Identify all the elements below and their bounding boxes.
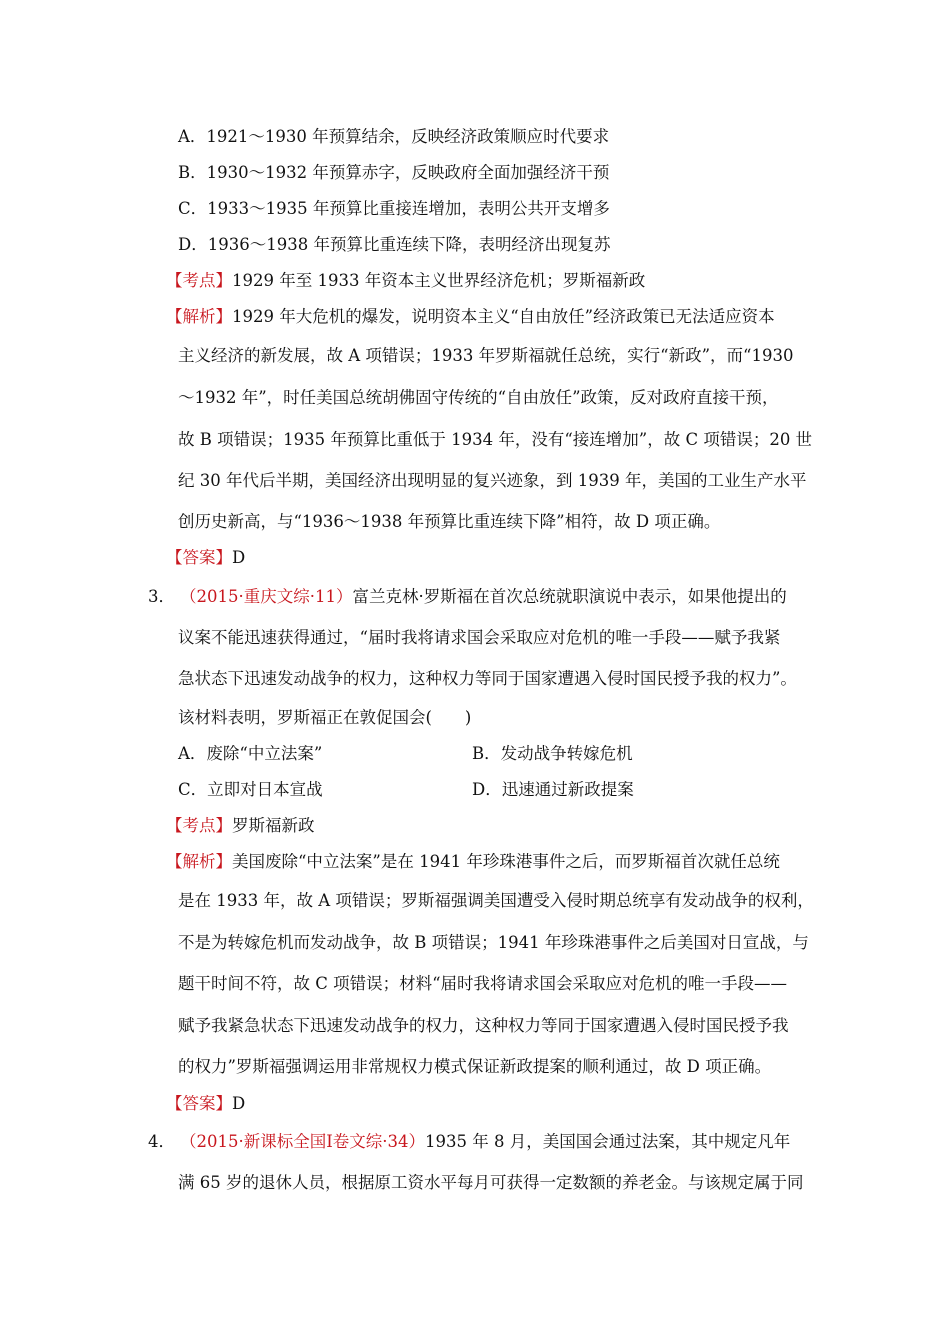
question-source: （2015·重庆文综·11） xyxy=(180,587,353,606)
q2-option-d: D．1936～1938 年预算比重连续下降，表明经济出现复苏 xyxy=(178,235,611,254)
q3-stem-line-3: 急状态下迅速发动战争的权力，这种权力等同于国家遭遇入侵时国民授予我的权力”。 xyxy=(178,669,797,688)
kaodian-text: 1929 年至 1933 年资本主义世界经济危机；罗斯福新政 xyxy=(232,271,646,290)
q3-kaodian xyxy=(166,815,315,837)
q3-jiexi-line-5: 赋予我紧急状态下迅速发动战争的权力，这种权力等同于国家遭遇入侵时国民授予我 xyxy=(178,1016,789,1035)
answer-text: D xyxy=(232,548,246,567)
q2-jiexi-line-1 xyxy=(166,306,775,328)
answer-text: D xyxy=(232,1094,246,1113)
stem-text: 富兰克林·罗斯福在首次总统就职演说中表示，如果他提出的 xyxy=(352,587,787,606)
question-source: （2015·新课标全国Ⅰ卷文综·34） xyxy=(180,1132,425,1151)
q3-stem-line-1 xyxy=(148,586,787,608)
jiexi-text: 美国废除“中立法案”是在 1941 年珍珠港事件之后，而罗斯福首次就任总统 xyxy=(232,852,780,871)
q4-stem-line-1 xyxy=(148,1131,790,1153)
q2-option-a: A．1921～1930 年预算结余，反映经济政策顺应时代要求 xyxy=(178,127,610,146)
q3-jiexi-line-1 xyxy=(166,851,780,873)
q2-jiexi-line-2: 主义经济的新发展，故 A 项错误；1933 年罗斯福就任总统，实行“新政”，而“1930 xyxy=(178,346,794,365)
jiexi-tag: 【解析】 xyxy=(166,307,232,326)
q2-jiexi-line-4: 故 B 项错误；1935 年预算比重低于 1934 年，没有“接连增加”，故 C 项错误；20 世 xyxy=(178,430,813,449)
q3-jiexi-line-3: 不是为转嫁危机而发动战争，故 B 项错误；1941 年珍珠港事件之后美国对日宣战，与 xyxy=(178,933,809,952)
question-number: 3． xyxy=(148,587,175,606)
q3-option-c: C．立即对日本宣战 xyxy=(178,780,323,799)
q2-answer xyxy=(166,547,245,569)
q2-kaodian xyxy=(166,270,645,292)
q2-option-b: B．1930～1932 年预算赤字，反映政府全面加强经济干预 xyxy=(178,163,610,182)
q3-jiexi-line-6: 的权力”罗斯福强调运用非常规权力模式保证新政提案的顺利通过，故 D 项正确。 xyxy=(178,1057,772,1076)
answer-tag: 【答案】 xyxy=(166,548,232,567)
q3-jiexi-line-2: 是在 1933 年，故 A 项错误；罗斯福强调美国遭受入侵时期总统享有发动战争的权利， xyxy=(178,891,814,910)
answer-tag: 【答案】 xyxy=(166,1094,232,1113)
q3-option-a: A．废除“中立法案” xyxy=(178,744,323,763)
q3-option-d: D．迅速通过新政提案 xyxy=(472,780,634,799)
kaodian-tag: 【考点】 xyxy=(166,271,232,290)
kaodian-text: 罗斯福新政 xyxy=(232,816,315,835)
q3-answer xyxy=(166,1093,245,1115)
q3-jiexi-line-4: 题干时间不符，故 C 项错误；材料“届时我将请求国会采取应对危机的唯一手段—— xyxy=(178,974,788,993)
jiexi-tag: 【解析】 xyxy=(166,852,232,871)
jiexi-text: 1929 年大危机的爆发，说明资本主义“自由放任”经济政策已无法适应资本 xyxy=(232,307,775,326)
q2-jiexi-line-6: 创历史新高，与“1936～1938 年预算比重连续下降”相符，故 D 项正确。 xyxy=(178,512,721,531)
q3-option-b: B．发动战争转嫁危机 xyxy=(472,744,633,763)
q2-jiexi-line-3: ～1932 年”，时任美国总统胡佛固守传统的“自由放任”政策，反对政府直接干预， xyxy=(178,388,779,407)
q3-stem-line-4: 该材料表明，罗斯福正在敦促国会( ) xyxy=(178,708,472,727)
q4-stem-line-2: 满 65 岁的退休人员，根据原工资水平每月可获得一定数额的养老金。与该规定属于同 xyxy=(178,1173,804,1192)
q2-option-c: C．1933～1935 年预算比重接连增加，表明公共开支增多 xyxy=(178,199,610,218)
question-number: 4． xyxy=(148,1132,175,1151)
q2-jiexi-line-5: 纪 30 年代后半期，美国经济出现明显的复兴迹象，到 1939 年，美国的工业生产水平 xyxy=(178,471,807,490)
q3-stem-line-2: 议案不能迅速获得通过，“届时我将请求国会采取应对危机的唯一手段——赋予我紧 xyxy=(178,628,781,647)
stem-text: 1935 年 8 月，美国国会通过法案，其中规定凡年 xyxy=(425,1132,791,1151)
kaodian-tag: 【考点】 xyxy=(166,816,232,835)
